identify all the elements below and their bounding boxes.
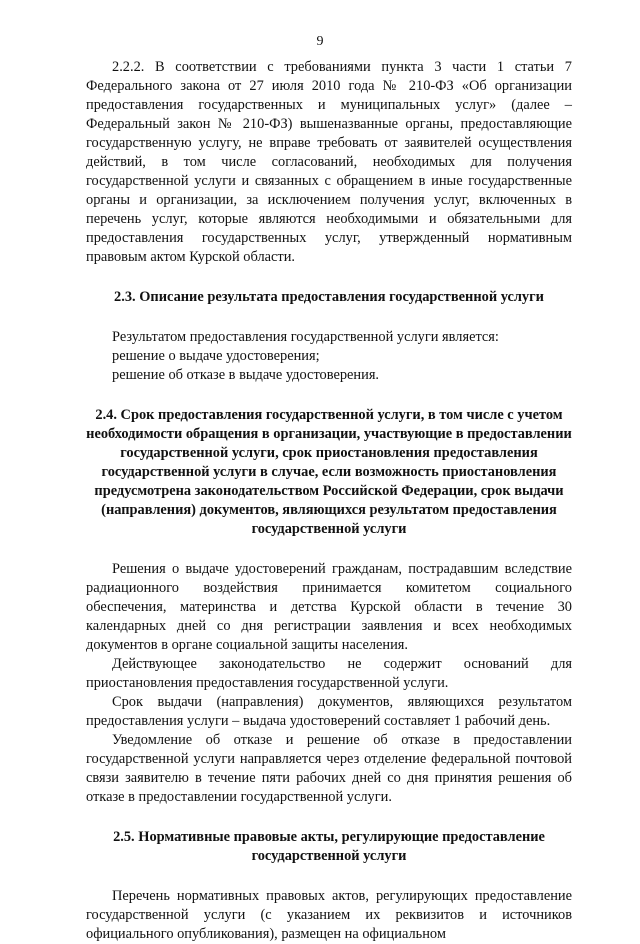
- paragraph-2-4-a: Решения о выдаче удостоверений гражданам, пострадавшим вследствие радиационного воздействия принимается комитетом социального обеспечения, материнства и детства Курской области в течение 30 календарных дней со дня регистрации заявления и всех необходимых документов в органе социальной защиты населения.: [86, 561, 572, 653]
- heading-2-5: 2.5. Нормативные правовые акты, регулирующие предоставление государственной услуги: [113, 829, 545, 864]
- paragraph-2-5: Перечень нормативных правовых актов, регулирующих предоставление государственной услуги (с указанием их реквизитов и источников официального опубликования), размещен на официальном: [86, 888, 572, 942]
- heading-2-4: 2.4. Срок предоставления государственной услуги, в том числе с учетом необходимости обращения в организации, участвующие в предоставлении государственной услуги, срок приостановления предоставления государственной услуги в случае, если возможность приостановления предусмотрена законодательством Российской Федерации, срок выдачи (направления) документов, являющихся результатом предоставления государственной услуги: [86, 407, 572, 537]
- paragraph-2-4-b: Действующее законодательство не содержит оснований для приостановления предоставления государственной услуги.: [86, 656, 572, 691]
- page-number: 9: [316, 34, 324, 49]
- paragraph-2-2-2: 2.2.2. В соответствии с требованиями пункта 3 части 1 статьи 7 Федерального закона от 27 июля 2010 года № 210-ФЗ «Об организации предоставления государственных и муниципальных услуг» (далее – Федеральный закон № 210-ФЗ) вышеназванные органы, предоставляющие государственную услугу, не вправе требовать от заявителей осуществления действий, в том числе согласований, необходимых для получения государственной услуги и связанных с обращением в иные государственные органы и организации, за исключением получения услуг, включенных в перечень услуг, которые являются необходимыми и обязательными для предоставления государственных услуг, утвержденный нормативным правовым актом Курской области.: [86, 59, 572, 265]
- document-body: [86, 58, 572, 944]
- paragraph-2-3-intro: Результатом предоставления государственной услуги является:: [112, 329, 499, 345]
- paragraph-2-4-c: Срок выдачи (направления) документов, являющихся результатом предоставления услуги – выдача удостоверений составляет 1 рабочий день.: [86, 694, 572, 729]
- paragraph-2-3-item-2: решение об отказе в выдаче удостоверения.: [112, 367, 380, 383]
- heading-2-3: 2.3. Описание результата предоставления государственной услуги: [114, 289, 544, 305]
- paragraph-2-4-d: Уведомление об отказе и решение об отказе в предоставлении государственной услуги направляется через отделение федеральной почтовой связи заявителю в течение пяти рабочих дней со дня принятия решения об отказе в предоставлении государственной услуги.: [86, 732, 572, 805]
- paragraph-2-3-item-1: решение о выдаче удостоверения;: [112, 348, 320, 364]
